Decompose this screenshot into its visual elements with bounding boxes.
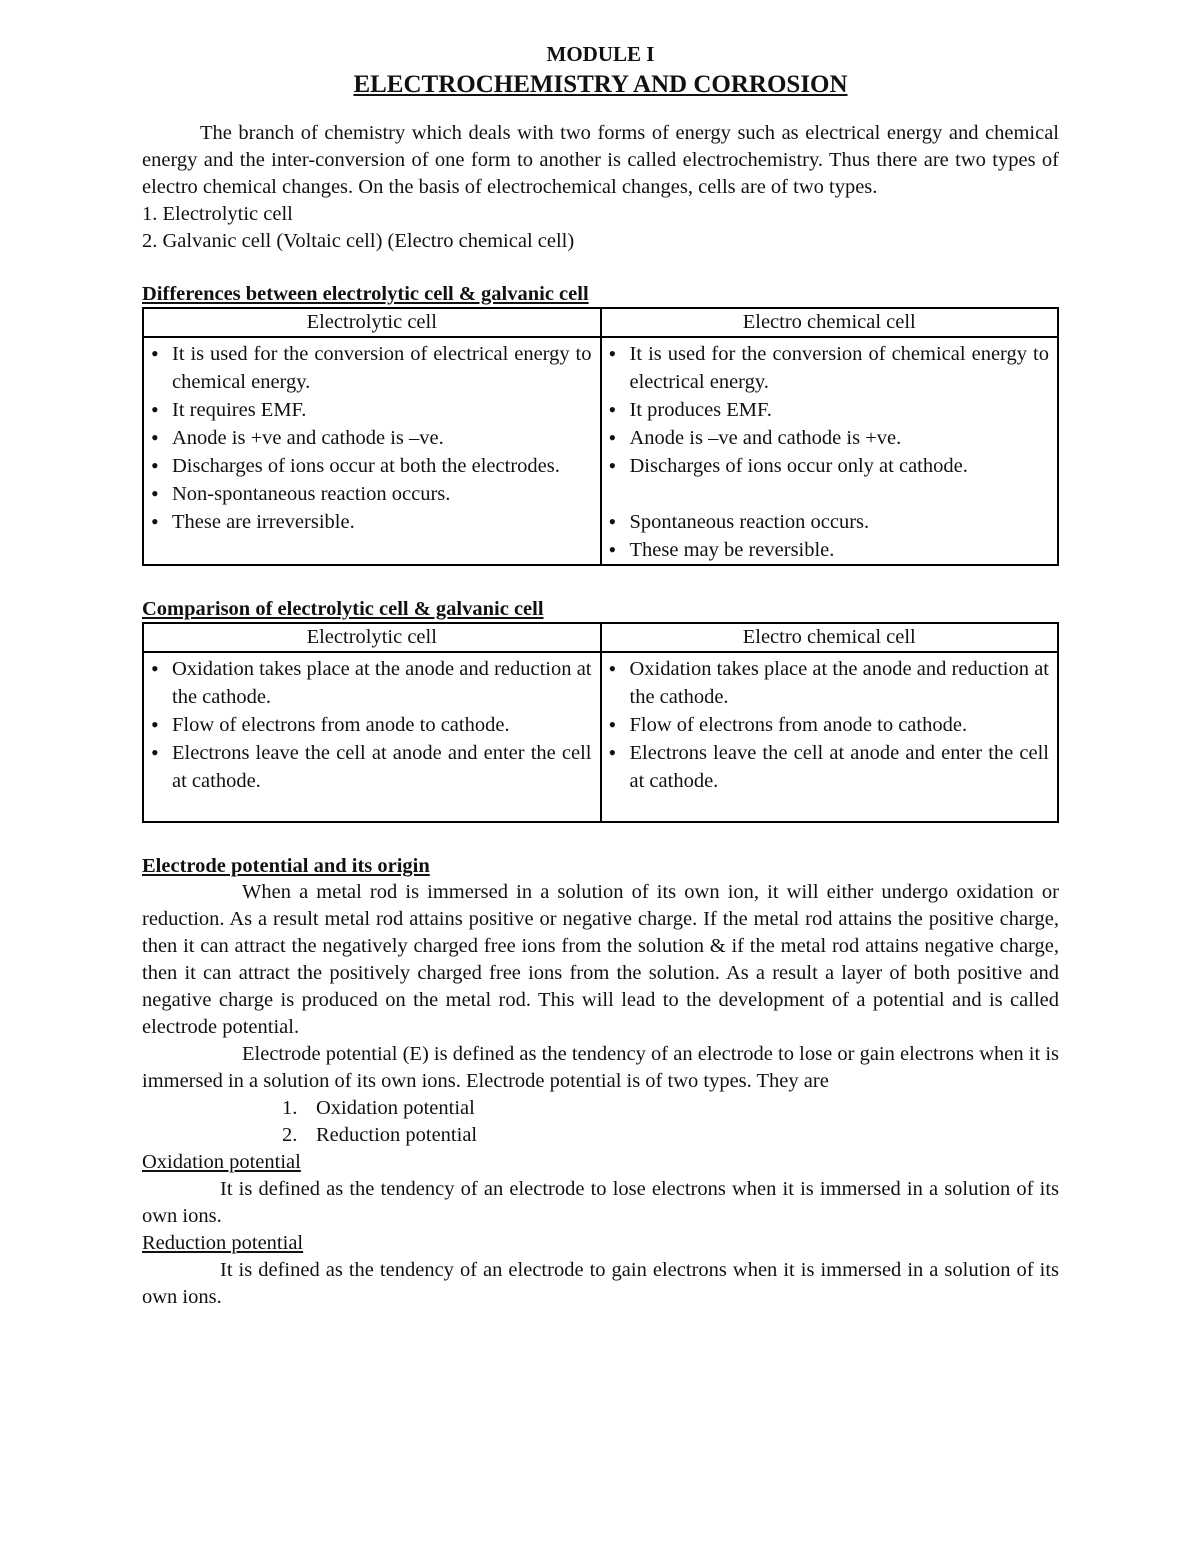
comparison-col2 (601, 652, 1059, 822)
list-item: • These are irreversible. (150, 508, 592, 536)
differences-col2-header: Electro chemical cell (601, 308, 1059, 337)
module-label: MODULE I (546, 42, 655, 66)
reduction-potential-text: It is defined as the tendency of an electrode to gain electrons when it is immersed in a solution of its own ions. (142, 1259, 1059, 1308)
intro-item-1: 1. Electrolytic cell (142, 203, 293, 225)
comparison-table (142, 622, 1059, 823)
list-item: • These may be reversible. (608, 536, 1050, 564)
intro-paragraph: The branch of chemistry which deals with two forms of energy such as electrical energy and chemical energy and the inter-conversion of one form to another is called electrochemistry. Thus there are two types of electro chemical changes. On the basis of electrochemical changes, cells are of two types. (142, 122, 1059, 198)
differences-col1 (143, 337, 601, 565)
differences-heading: Differences between electrolytic cell & galvanic cell (142, 283, 589, 305)
reduction-potential-heading: Reduction potential (142, 1232, 304, 1254)
differences-col1-header: Electrolytic cell (143, 308, 601, 337)
electrode-potential-paragraph-2: Electrode potential (E) is defined as the tendency of an electrode to lose or gain electrons when it is immersed in a solution of its own ions. Electrode potential is of two types. They are (142, 1043, 1059, 1092)
list-item: • Electrons leave the cell at anode and enter the cell at cathode. (608, 739, 1050, 795)
electrode-potential-paragraph-1: When a metal rod is immersed in a solution of its own ion, it will either undergo oxidation or reduction. As a result metal rod attains positive or negative charge. If the metal rod attains the positive charge, then it can attract the negatively charged free ions from the solution & if the metal rod attains negative charge, then it can attract the positively charged free ions from the solution. As a result a layer of both positive and negative charge is produced on the metal rod. This will lead to the development of a potential and is called electrode potential. (142, 881, 1059, 1038)
comparison-heading: Comparison of electrolytic cell & galvanic cell (142, 598, 544, 620)
list-item: • Oxidation takes place at the anode and reduction at the cathode. (608, 655, 1050, 711)
list-item: • Discharges of ions occur at both the electrodes. (150, 452, 592, 480)
electrode-potential-heading: Electrode potential and its origin (142, 855, 430, 877)
differences-table (142, 307, 1059, 566)
differences-col2 (601, 337, 1059, 565)
list-item: • Oxidation takes place at the anode and reduction at the cathode. (150, 655, 592, 711)
intro-item-2: 2. Galvanic cell (Voltaic cell) (Electro chemical cell) (142, 230, 575, 252)
list-item: • It is used for the conversion of chemical energy to electrical energy. (608, 340, 1050, 396)
list-item: • Flow of electrons from anode to cathode. (150, 711, 592, 739)
list-item: • Discharges of ions occur only at cathode. (608, 452, 1050, 480)
list-item: • It is used for the conversion of electrical energy to chemical energy. (150, 340, 592, 396)
list-item: 1. Oxidation potential (282, 1097, 475, 1119)
comparison-col2-header: Electro chemical cell (601, 623, 1059, 652)
list-item: 2. Reduction potential (282, 1124, 478, 1146)
list-item: • Non-spontaneous reaction occurs. (150, 480, 592, 508)
oxidation-potential-text: It is defined as the tendency of an electrode to lose electrons when it is immersed in a solution of its own ions. (142, 1178, 1059, 1227)
potential-types-list (142, 1095, 1059, 1149)
page-title: ELECTROCHEMISTRY AND CORROSION (353, 71, 848, 98)
list-item: • Spontaneous reaction occurs. (608, 508, 1050, 536)
oxidation-potential-heading: Oxidation potential (142, 1151, 301, 1173)
document-page (142, 40, 1059, 1311)
comparison-col1 (143, 652, 601, 822)
list-item: • It produces EMF. (608, 396, 1050, 424)
list-item: • It requires EMF. (150, 396, 592, 424)
comparison-col1-header: Electrolytic cell (143, 623, 601, 652)
list-item: • Anode is –ve and cathode is +ve. (608, 424, 1050, 452)
list-item: • Flow of electrons from anode to cathode. (608, 711, 1050, 739)
list-item: • Anode is +ve and cathode is –ve. (150, 424, 592, 452)
list-item: • Electrons leave the cell at anode and enter the cell at cathode. (150, 739, 592, 795)
